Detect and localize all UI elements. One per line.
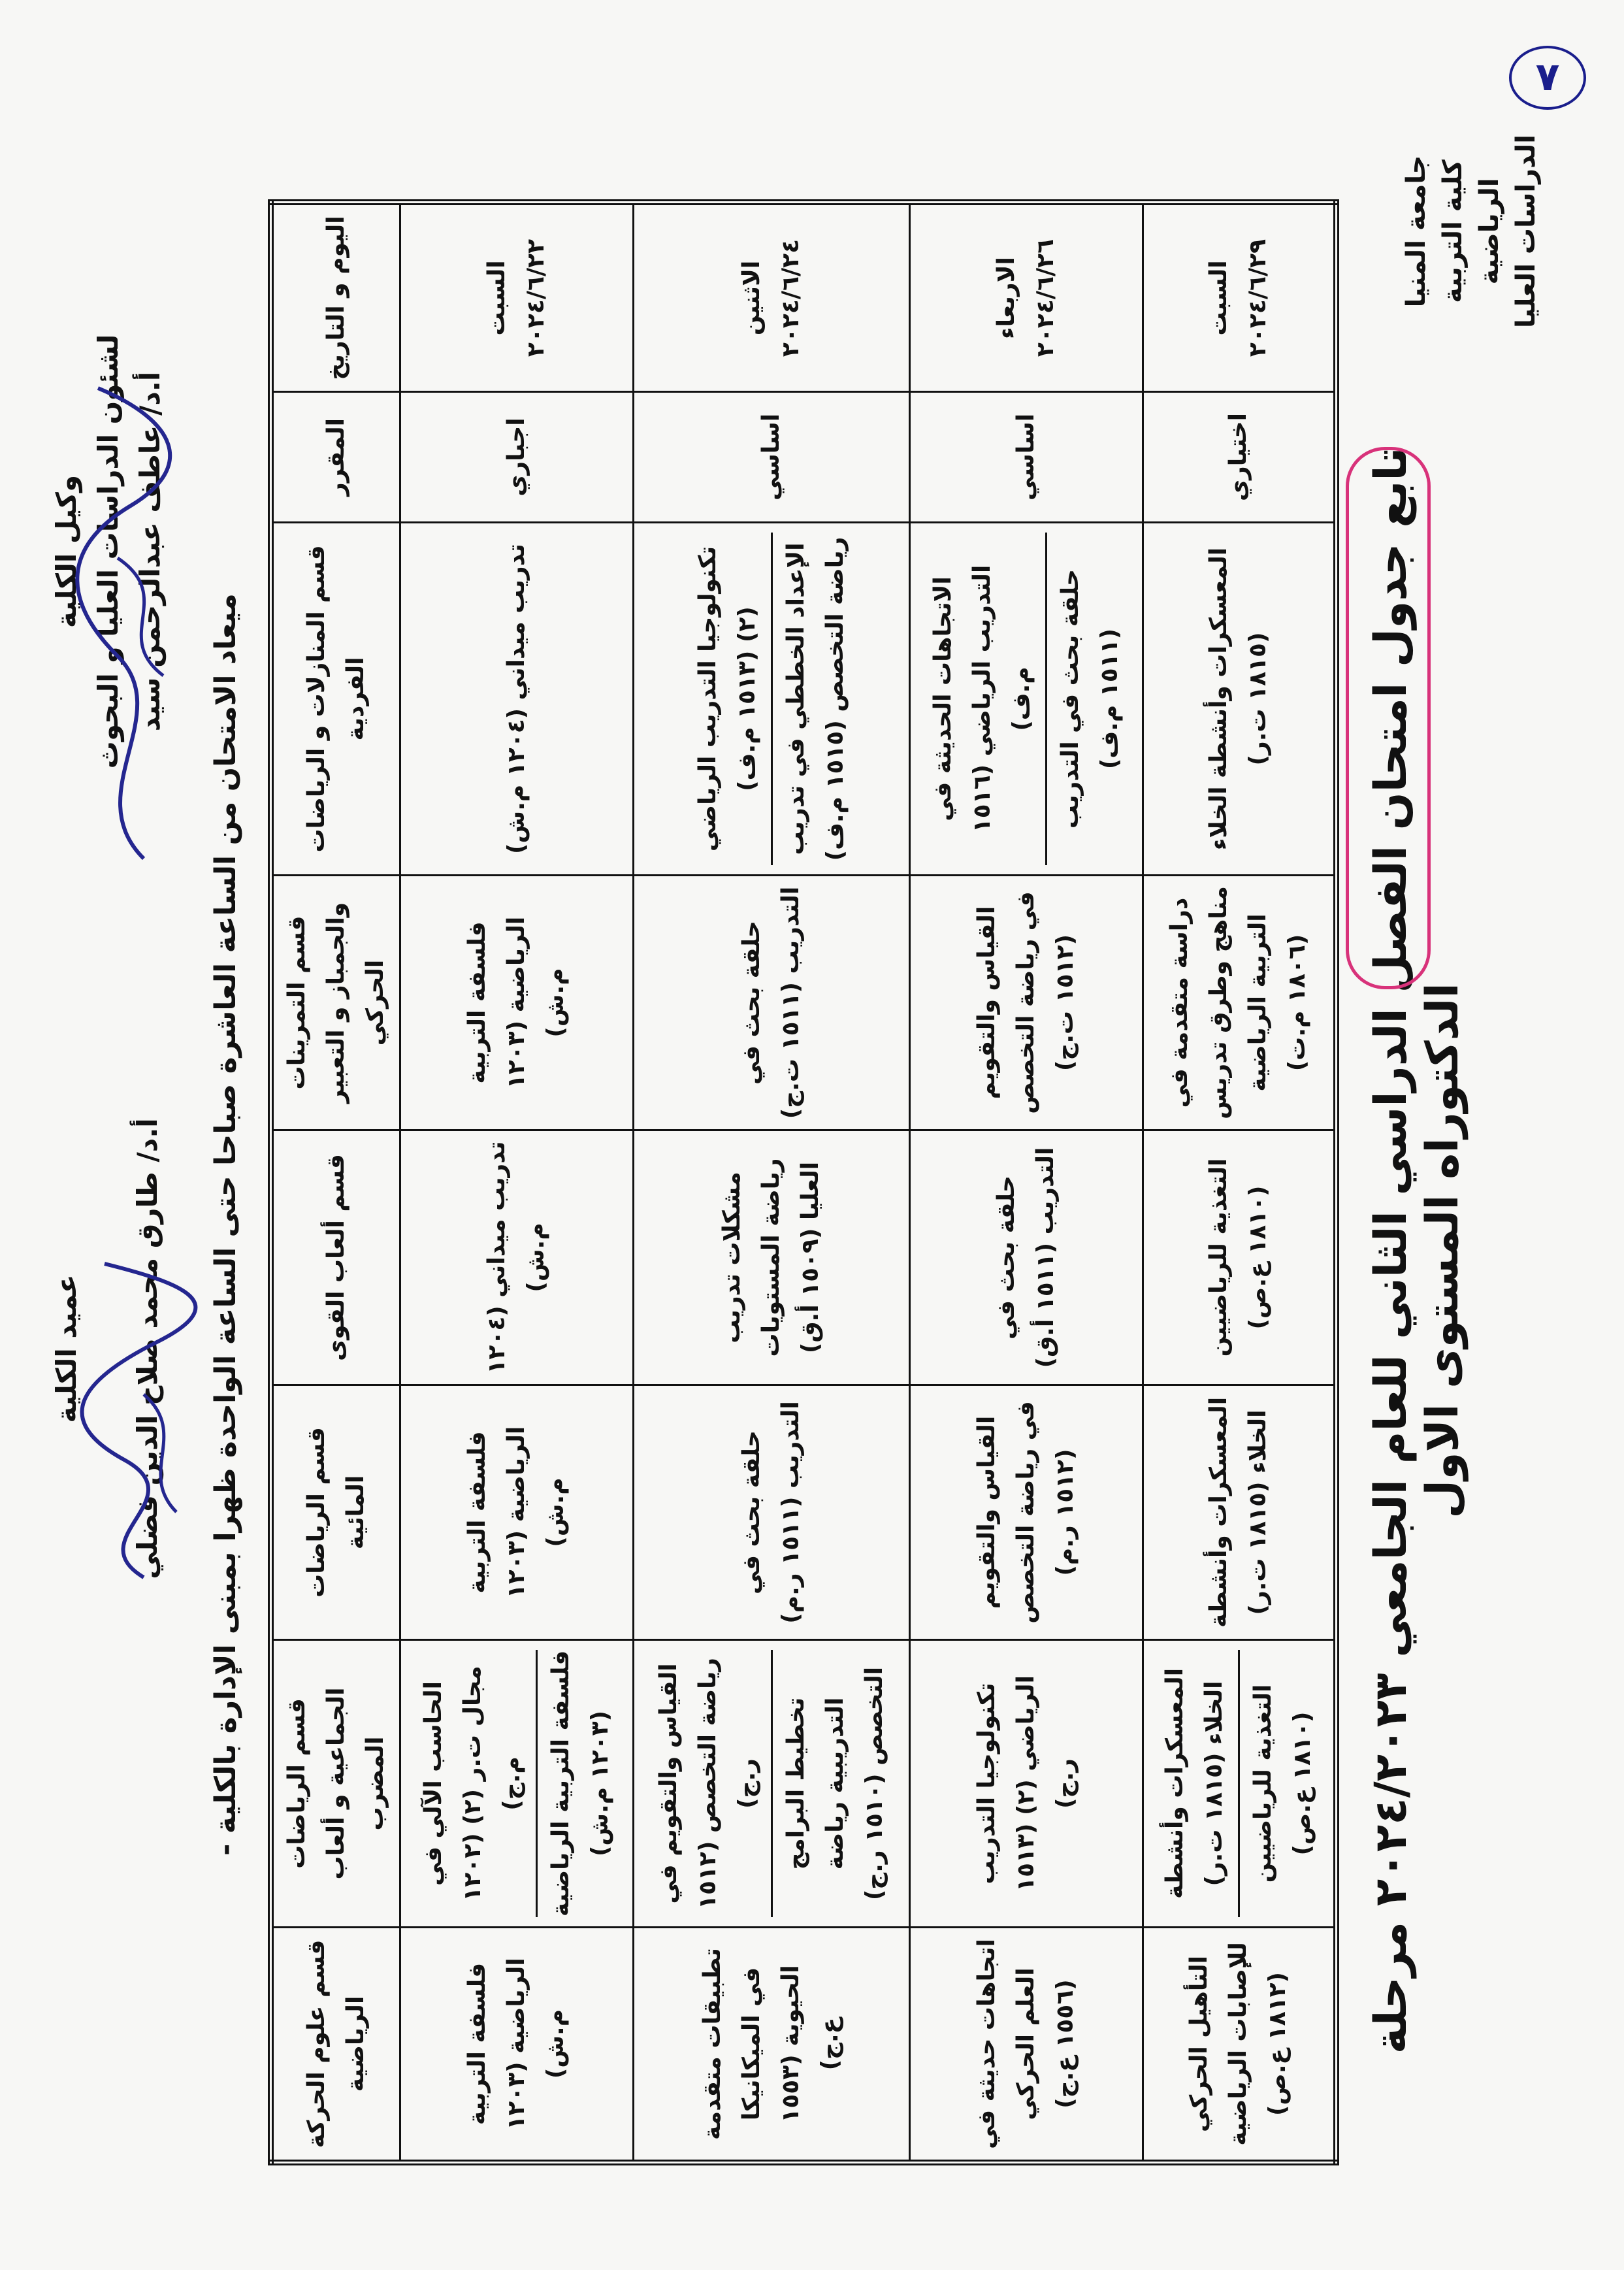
course-entry: التأهيل الحركي للإصابات الرياضية (١٨١٢ ع.ص) [1186, 1942, 1291, 2146]
course-entry: المعسكرات وأنشطة الخلاء (١٨١٥ ت.ر) [1161, 1668, 1227, 1900]
dept-cell [909, 1928, 1143, 2163]
course-entry: تطبيقات متقدمة في الميكانيكا الحيوية (١٥٥٣ ع.ج) [699, 1948, 844, 2140]
table-header-row [271, 203, 400, 2163]
dept-cell [909, 1385, 1143, 1640]
institution-header [1398, 133, 1544, 329]
course-entry: تكنولوجيا التدريب الرياضي (٢) (١٥١٣ م.ف) [694, 546, 760, 852]
dean-name: أ.د/ طارق محمد صلاح الدين فضلي [131, 1118, 163, 1579]
course-entry: مشكلات تدريب رياضة المستويات العليا (١٥٠٩ أ.ق) [719, 1158, 824, 1357]
course-entry: حلقة بحث في التدريب (١٥١١ ت.ج) [738, 886, 805, 1119]
exam-schedule-table [268, 199, 1339, 2165]
course-entry: تدريب ميداني (١٢٠٤ م.ش) [483, 1141, 550, 1374]
header-cell: قسم الرياضات المائية [271, 1385, 400, 1640]
dept-cell [400, 1130, 634, 1385]
vice-dean-handwritten-signature [39, 375, 196, 872]
dept-cell [1143, 1640, 1337, 1928]
course-entry: دراسة متقدمة في مناهج وطرق تدريس التربية الرياضية (١٨٠٦ م.ت) [1166, 886, 1311, 1119]
course-type-cell: اختياري [1143, 392, 1337, 523]
dept-cell [1143, 1385, 1337, 1640]
dept-cell [634, 1928, 909, 2163]
dept-cell [1143, 1928, 1337, 2163]
course-entry: الاتجاهات الحديثة في التدريب الرياضي (١٥١٦ م.ف) [929, 565, 1035, 833]
dept-cell [1143, 523, 1337, 876]
header-cell: قسم ألعاب القوى [271, 1130, 400, 1385]
exam-date: ٢٠٢٤/٦/٢٤ [777, 239, 805, 357]
vice-dean-office: لشئون الدراسات العليا و البحوث [92, 334, 124, 769]
course-entry: المعسكرات وأنشطة الخلاء (١٨١٥ ت.ر) [1205, 1396, 1272, 1628]
course-entry: تدريب ميداني (١٢٠٤ م.ش) [503, 544, 530, 854]
exam-date: ٢٠٢٤/٦/٢٩ [1244, 239, 1272, 357]
header-cell: اليوم و التاريخ [271, 203, 400, 392]
table-row [909, 203, 1143, 2163]
course-entry: القياس والتقويم في رياضة التخصص (١٥١٢ ر.م) [973, 1401, 1079, 1624]
header-cell: قسم الرياضات الجماعية و ألعاب المضرب [271, 1640, 400, 1928]
dept-cell [400, 1385, 634, 1640]
day-name: السبت [483, 260, 511, 336]
dept-cell [634, 1640, 909, 1928]
dept-cell [1143, 1130, 1337, 1385]
course-entry: القياس والتقويم في رياضة التخصص (١٥١٢ ت.ج) [973, 891, 1079, 1114]
day-name: الاثنين [738, 260, 766, 336]
university-name: جامعة المنيا [1401, 155, 1431, 308]
dept-cell [634, 876, 909, 1130]
dept-cell [400, 1928, 634, 2163]
course-type-cell: اساسي [909, 392, 1143, 523]
day-date-cell [634, 203, 909, 392]
header-cell: قسم التمرينات والجمباز و التعبير الحركي [271, 876, 400, 1130]
dept-cell [909, 876, 1143, 1130]
course-entry: فلسفة التربية الرياضية (١٢٠٣ م.ش) [536, 1650, 620, 1917]
day-name: الاربعاء [993, 257, 1020, 339]
faculty-name: كلية التربية الرياضية [1438, 159, 1504, 303]
course-entry: تخطيط البرامج التدريبية رياضة التخصص (١٥١٠ ر.ج) [771, 1650, 894, 1917]
course-entry: التغذية للرياضيين (١٨١٠ ع.ص) [1205, 1158, 1272, 1357]
course-entry: فلسفة التربية الرياضية (١٢٠٣ م.ش) [464, 916, 570, 1089]
vice-dean-name: أ.د/ عاطف عبدالرحمن سيد [134, 371, 166, 732]
course-entry: حلقة بحث في التدريب (١٥١١ أ.ق) [993, 1147, 1060, 1368]
course-entry: اتجاهات حديثة في العلم الحركي (١٥٥٦ ع.ج) [973, 1939, 1079, 2149]
course-entry: الحاسب الآلي في مجال ت.ر (٢) (١٢٠٢ م.ج) [419, 1666, 525, 1901]
header-cell: المقرر [271, 392, 400, 523]
title-prefix: تابع جدول امتحان الفصل الدراسي الثاني للعام الجامعي ٢٠٢٤/٢٠٢٣ [1365, 447, 1417, 1907]
dept-cell [1143, 876, 1337, 1130]
unit-name: الدراسات العليا [1511, 134, 1541, 329]
vice-dean-title: وكيل الكلية [50, 474, 82, 629]
exam-date: ٢٠٢٤/٦/٢٦ [1032, 239, 1060, 357]
dept-cell [400, 876, 634, 1130]
dept-cell [400, 1640, 634, 1928]
day-date-cell [909, 203, 1143, 392]
dept-cell [634, 1385, 909, 1640]
page-number: ٧ [1509, 46, 1586, 110]
table-row [634, 203, 909, 2163]
course-type-cell: اساسي [634, 392, 909, 523]
course-entry: تكنولوجيا التدريب الرياضي (٢) (١٥١٣ ر.ج) [973, 1675, 1079, 1892]
course-entry: التغذية للرياضيين (١٨١٠ ع.ص) [1238, 1650, 1322, 1917]
course-entry: المعسكرات وأنشطة الخلاء (١٨١٥ ت.ر) [1205, 547, 1272, 851]
dept-cell [634, 1130, 909, 1385]
dept-cell [909, 523, 1143, 876]
course-entry: حلقة بحث في التدريب (١٥١١ ر.م) [738, 1401, 805, 1624]
header-cell: قسم علوم الحركة الرياضية [271, 1928, 400, 2163]
course-entry: القياس والتقويم في رياضة التخصص (١٥١٢ ر.ج) [655, 1658, 760, 1909]
dept-cell [400, 523, 634, 876]
table-row [1143, 203, 1337, 2163]
day-date-cell [1143, 203, 1337, 392]
dept-cell [909, 1130, 1143, 1385]
table-row [400, 203, 634, 2163]
exam-date: ٢٠٢٤/٦/٢٢ [523, 239, 550, 357]
course-entry: فلسفة التربية الرياضية (١٢٠٣ م.ش) [464, 1426, 570, 1599]
day-date-cell [400, 203, 634, 392]
dean-handwritten-signature [65, 1251, 209, 1590]
dept-cell [909, 1640, 1143, 1928]
exam-time-note: ميعاد الامتحان من الساعة العاشرة صباحا حتى الساعة الواحدة ظهرا بمبنى الإدارة بالكلية - [209, 593, 242, 1856]
dean-title: عميد الكلية [50, 1274, 82, 1423]
course-entry: حلقة بحث في التدريب (١٥١١ م.ف) [1045, 533, 1129, 865]
dept-cell [634, 523, 909, 876]
day-name: السبت [1205, 260, 1233, 336]
course-type-cell: اجباري [400, 392, 634, 523]
handwritten-circle [1346, 447, 1431, 989]
course-entry: الإعداد الخططي في تدريب رياضة التخصص (١٥١٥ م.ف) [771, 533, 855, 865]
course-entry: فلسفة التربية الرياضية (١٢٠٣ م.ش) [464, 1958, 570, 2130]
header-cell: قسم المنازلات و الرياضات الفردية [271, 523, 400, 876]
title-circled: مرحلة الدكتوراه المستوى الاول [1365, 983, 1469, 2054]
